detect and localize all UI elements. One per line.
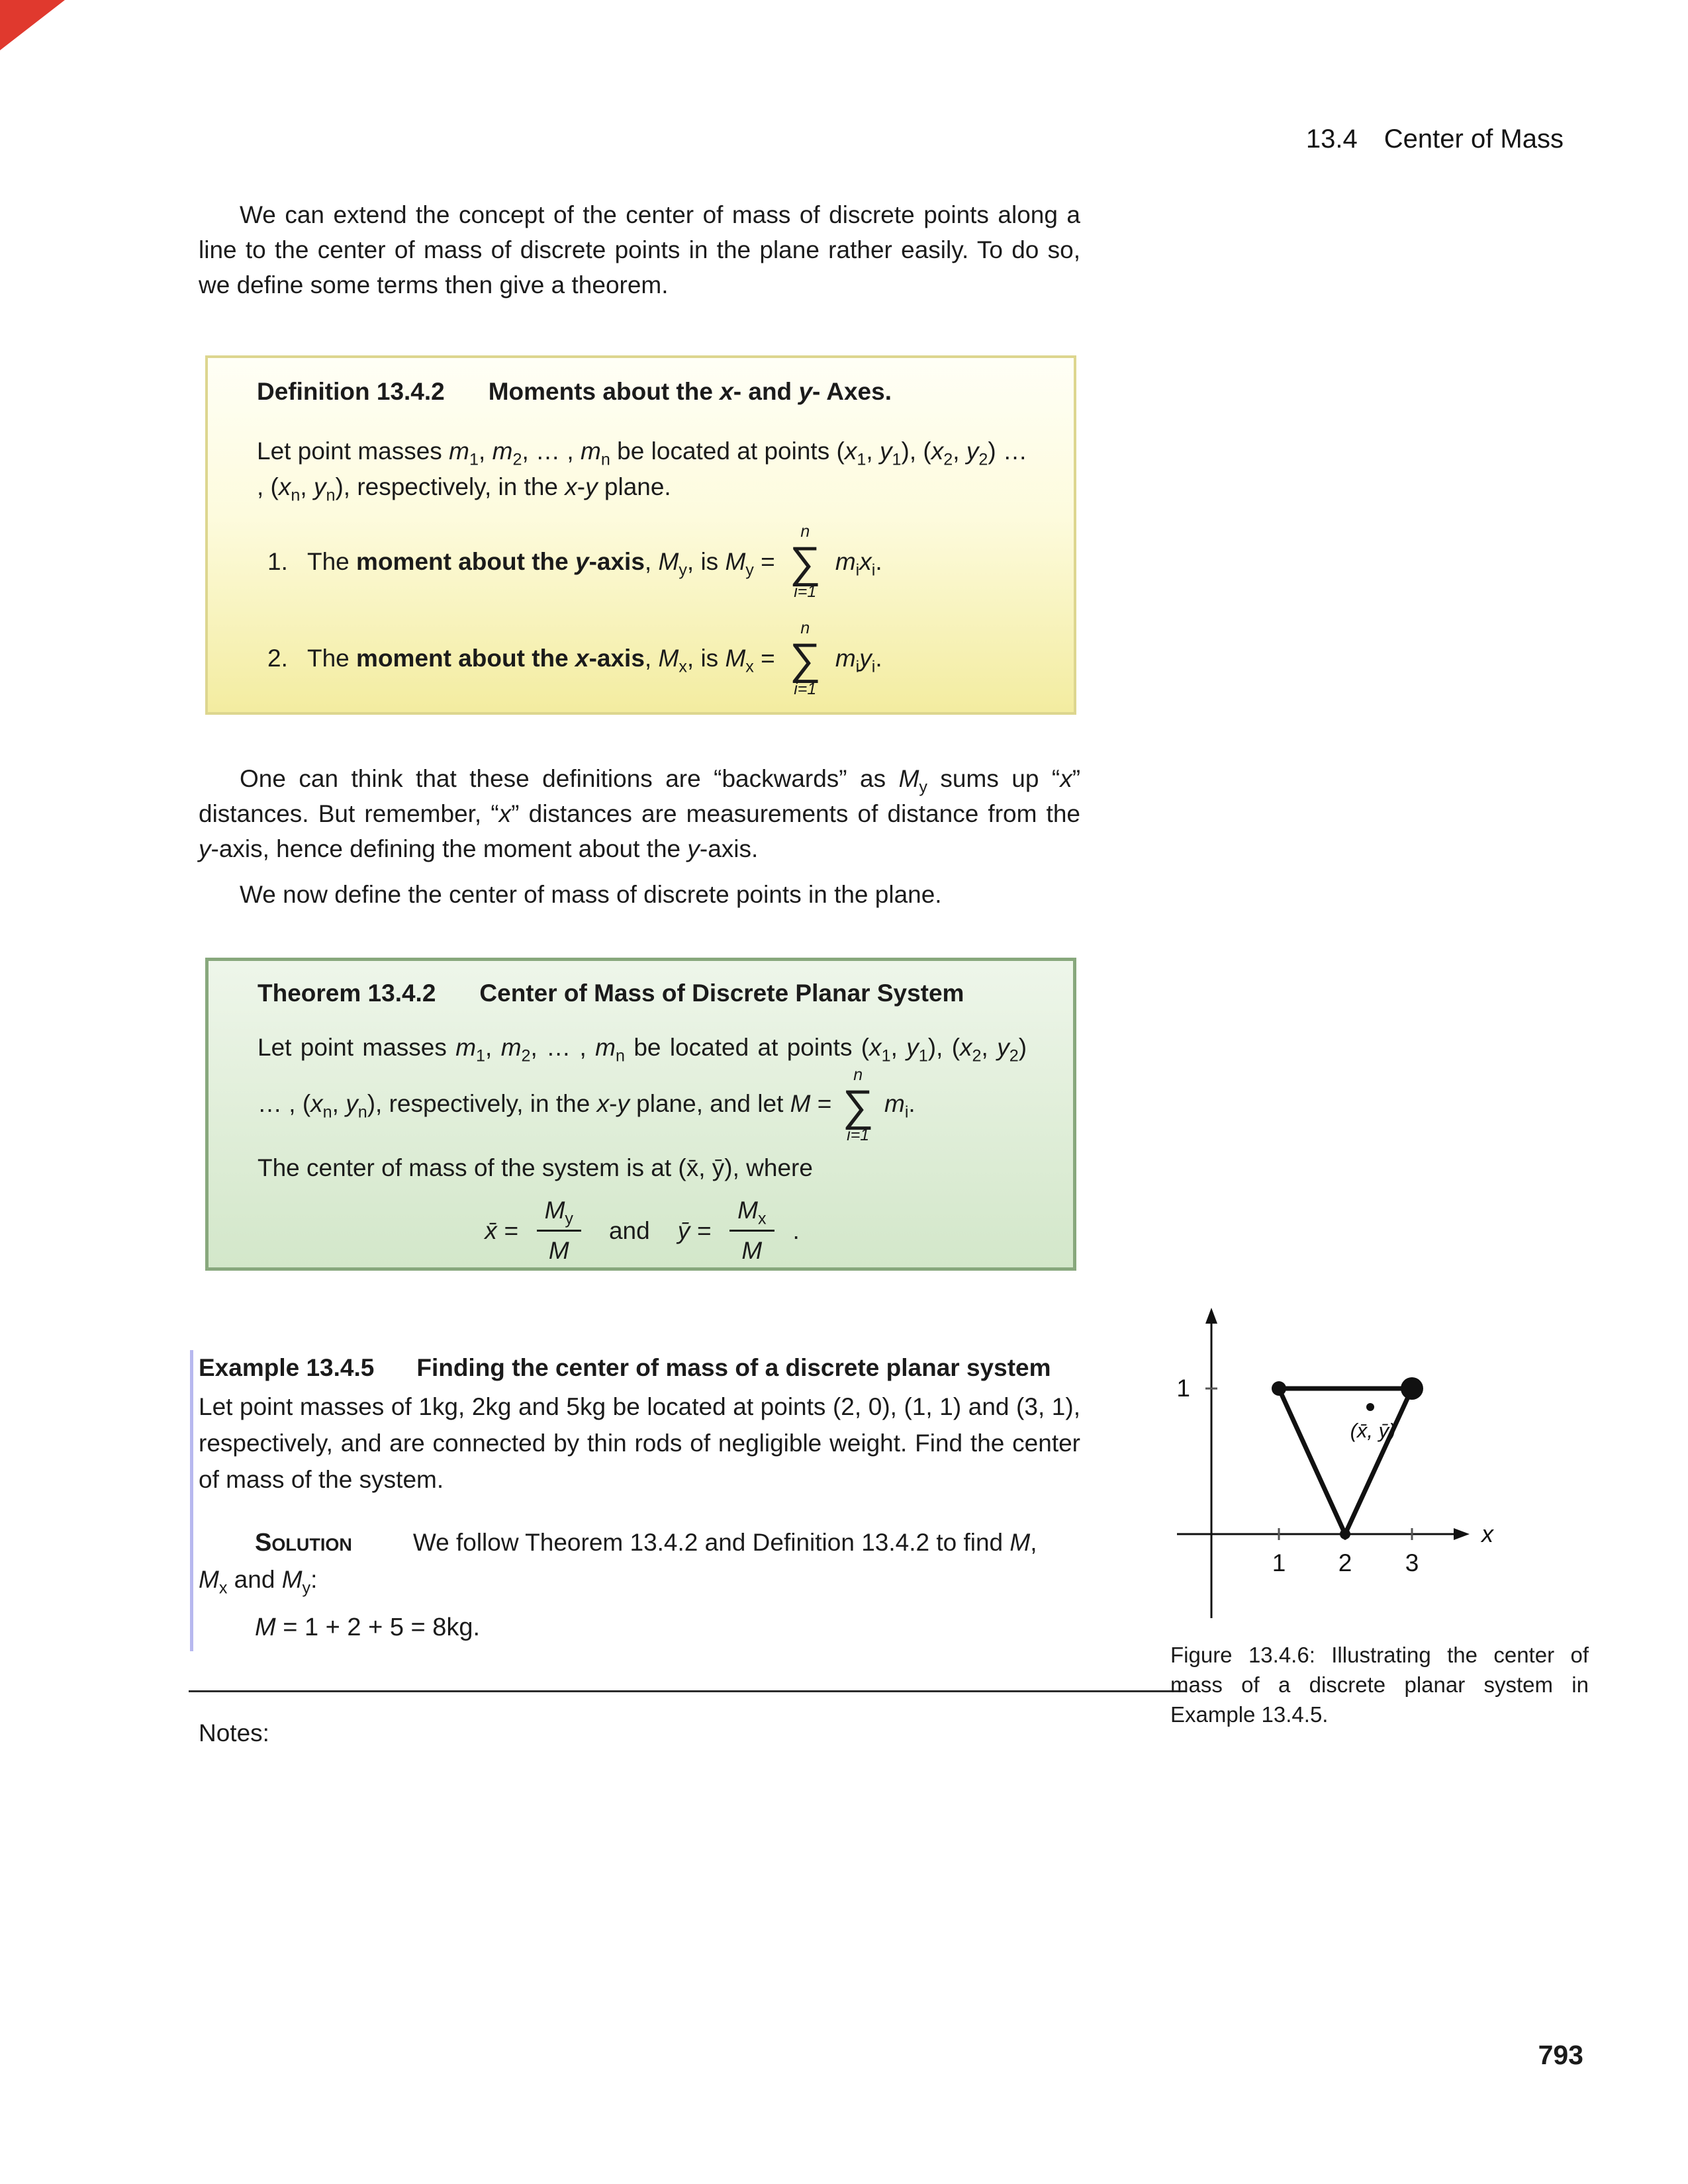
center-of-mass-point: [1366, 1403, 1374, 1411]
theorem-label: Theorem 13.4.2: [258, 979, 436, 1007]
section-title: Center of Mass: [1383, 124, 1564, 154]
section-header: [1306, 124, 1564, 154]
item-text: The moment about the y-axis, $M_y$, is $M_y$ =: [307, 548, 775, 580]
example-body: Let point masses of 1kg, 2kg and 5kg be located at points (2, 0), (1, 1) and (3, 1), respectively, and are connected by thin rods of negligible weight. Find the center of mass of the system.: [199, 1393, 1080, 1493]
example-left-rule: [190, 1350, 193, 1651]
solution-text-line2: $M_x$ and $M_y$:: [199, 1566, 318, 1598]
x-tick-3-label: 3: [1405, 1549, 1419, 1576]
mid-paragraphs: [199, 761, 1080, 909]
definition-body: Let point masses $m_1$, $m_2$, … , $m_n$ be located at points ($x_1$, $y_1$), ($x_2$, $y_2$) … , ($x_n$, $y_n$), respectively, in the x-y plane.: [257, 437, 1028, 505]
summation-symbol: [843, 1066, 874, 1145]
item-number: 2.: [267, 645, 288, 672]
sigma-glyph: ∑: [789, 633, 821, 683]
page-number: 793: [1538, 2040, 1583, 2070]
sum-lower-limit: i=1: [794, 679, 817, 698]
mass-point-5kg: [1401, 1377, 1423, 1400]
solution-text-line1: We follow Theorem 13.4.2 and Definition 13.4.2 to find M,: [412, 1529, 1037, 1556]
mass-point-1kg: [1340, 1529, 1350, 1539]
sum-lower-limit: i=1: [794, 582, 817, 602]
center-of-mass-formula: [258, 1197, 1027, 1265]
y-tick-1-label: 1: [1176, 1375, 1190, 1402]
theorem-body-tail: $m_i$.: [884, 1089, 915, 1122]
solution-equation: M = 1 + 2 + 5 = 8kg.: [255, 1614, 481, 1641]
definition-box: [205, 355, 1076, 715]
sum-upper-limit: n: [800, 522, 810, 541]
figure-caption: Figure 13.4.6: Illustrating the center of mass of a discrete planar system in Example 13.4.5.: [1170, 1643, 1589, 1727]
center-of-mass-line: The center of mass of the system is at (x̄, ȳ), where: [258, 1154, 813, 1182]
ybar-lhs: ȳ =: [677, 1216, 712, 1244]
item-formula-tail: $m_iy_i$.: [835, 645, 882, 676]
summation-symbol: [790, 522, 821, 602]
ybar-fraction: [729, 1197, 774, 1265]
notes-label: Notes:: [199, 1719, 269, 1747]
theorem-box-title: [258, 979, 1027, 1007]
definition-item-2: [267, 619, 1027, 698]
definition-label: Definition 13.4.2: [257, 378, 445, 405]
fraction-denominator: M: [741, 1237, 763, 1265]
define-com-paragraph: We now define the center of mass of discrete points in the plane.: [240, 881, 942, 908]
example-title: Finding the center of mass of a discrete planar system: [416, 1354, 1051, 1381]
sum-lower-limit: i=1: [847, 1126, 870, 1145]
sigma-glyph: ∑: [842, 1080, 874, 1130]
definition-item-1: [267, 522, 1027, 602]
x-tick-1-label: 1: [1272, 1549, 1286, 1576]
x-tick-2-label: 2: [1338, 1549, 1352, 1576]
theorem-title-text: Center of Mass of Discrete Planar System: [479, 979, 964, 1007]
summation-symbol: [790, 619, 821, 698]
theorem-body: [258, 1030, 1027, 1145]
example-block: [199, 1354, 1080, 1642]
fraction-numerator: $M_x$: [729, 1197, 774, 1232]
center-of-mass-label: (x̄, ȳ): [1350, 1419, 1396, 1442]
theorem-body-text: Let point masses $m_1$, $m_2$, … , $m_n$ be located at points ($x_1$, $y_1$), ($x_2$, $y_2$) … , ($x_n$, $y_n$), respectively, in the x-y plane, and let M =: [258, 1034, 1027, 1122]
x-axis-arrow: [1454, 1528, 1470, 1540]
xbar-lhs: x̄ =: [485, 1216, 518, 1244]
sum-upper-limit: n: [853, 1066, 863, 1084]
figure-plot: [1170, 1291, 1607, 1628]
y-axis-arrow: [1205, 1308, 1217, 1324]
backwards-paragraph: One can think that these definitions are “backwards” as $M_y$ sums up “x” distances. But remember, “x” distances are measurements of distance from the y-axis, hence defining the moment about the y-axis.: [199, 765, 1081, 862]
mass-point-2kg: [1272, 1381, 1286, 1396]
page-corner-marker: [0, 0, 65, 50]
rod-triangle: [1279, 1388, 1412, 1534]
fraction-numerator: $M_y$: [537, 1197, 581, 1232]
conjunction: and: [608, 1216, 650, 1244]
example-heading: [199, 1354, 1080, 1382]
item-text: The moment about the x-axis, $M_x$, is $M_x$ =: [307, 645, 775, 676]
example-label: Example 13.4.5: [199, 1354, 375, 1381]
horizontal-rule: [189, 1690, 1187, 1692]
theorem-box: [205, 958, 1076, 1271]
fraction-denominator: M: [548, 1237, 569, 1265]
solution-label: Solution: [255, 1529, 352, 1557]
x-axis-label: x: [1481, 1520, 1493, 1547]
xbar-fraction: [537, 1197, 581, 1265]
definition-title-text: Moments about the x- and y- Axes.: [488, 378, 892, 405]
definition-box-title: [257, 378, 1027, 406]
sigma-glyph: ∑: [789, 537, 821, 586]
item-number: 1.: [267, 548, 288, 576]
item-formula-tail: $m_ix_i$.: [835, 548, 882, 580]
sum-upper-limit: n: [800, 619, 810, 638]
formula-period: .: [792, 1216, 800, 1244]
solution-paragraph: [199, 1524, 1080, 1598]
intro-paragraph: We can extend the concept of the center of mass of discrete points along a line to the center of mass of discrete points in the plane rather easily. To do so, we define some terms then give a theorem.: [199, 201, 1080, 298]
section-number: 13.4: [1305, 124, 1358, 154]
